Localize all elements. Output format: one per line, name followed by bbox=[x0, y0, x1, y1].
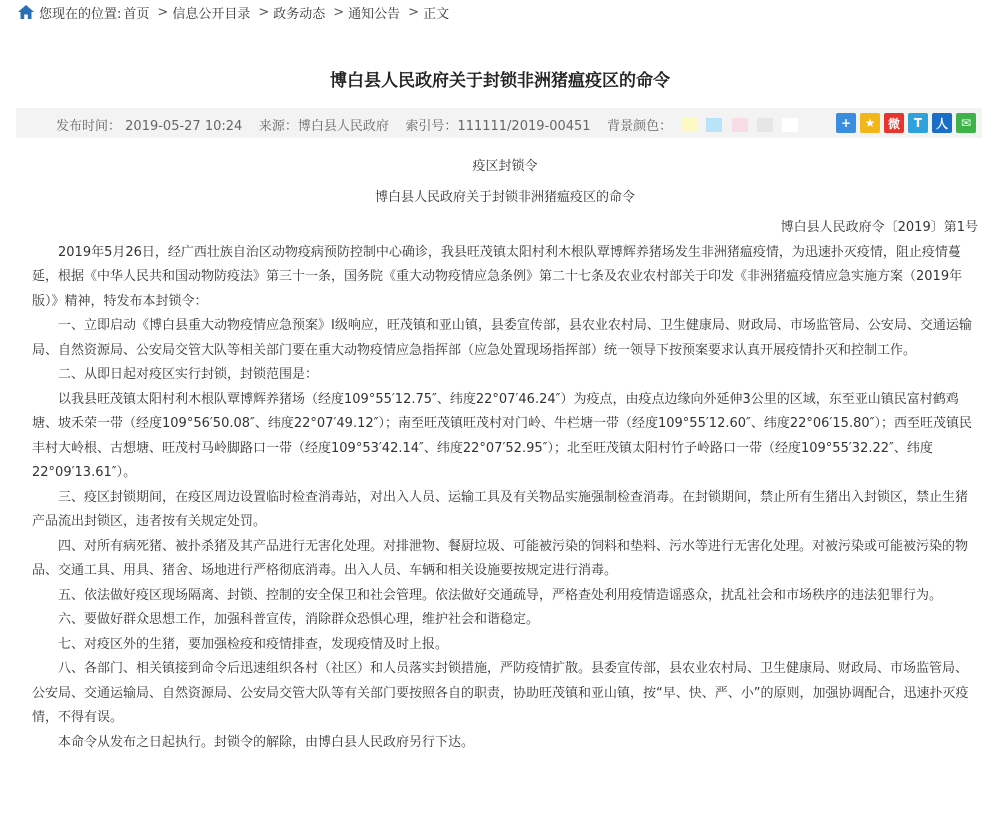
share-bar bbox=[836, 113, 976, 133]
breadcrumb-separator-icon: > bbox=[408, 4, 420, 20]
share-wechat-icon[interactable]: ✉ bbox=[956, 113, 976, 133]
publish-time: 2019-05-27 10:24 bbox=[125, 119, 243, 134]
paragraph: 二、从即日起对疫区实行封锁，封锁范围是： bbox=[58, 367, 319, 382]
bg-color-label: 背景颜色： bbox=[607, 119, 673, 134]
publish-time-label: 发布时间： bbox=[56, 119, 122, 134]
breadcrumb-prefix: 您现在的位置: bbox=[39, 6, 122, 22]
paragraph: 七、对疫区外的生猪，要加强检疫和疫情排查，发现疫情及时上报。 bbox=[58, 636, 449, 652]
paragraph: 三、疫区封锁期间，在疫区周边设置临时检查消毒站，对出入人员、运输工具及有关物品实施强制检查消毒。在封锁期间，禁止所有生猪出入封锁区，禁止生猪产品流出封锁区，违者按有关规定处罚。 bbox=[32, 489, 969, 529]
breadcrumb-catalog-link[interactable]: 信息公开目录 bbox=[172, 6, 251, 22]
page-title: 博白县人民政府关于封锁非洲猪瘟疫区的命令 bbox=[330, 71, 670, 91]
paragraph: 四、对所有病死猪、被扑杀猪及其产品进行无害化处理。对排泄物、餐厨垃圾、可能被污染的饲料和垫料、污水等进行无害化处理。对被污染或可能被污染的物品、交通工具、用具、猪舍、场地进行严格彻底消毒。出入人员、车辆和相关设施要按规定进行消毒。 bbox=[32, 538, 969, 578]
breadcrumb-separator-icon: > bbox=[157, 4, 169, 20]
paragraph: 以我县旺茂镇太阳村利木根队覃博辉养猪场（经度109°55′12.75″、纬度22°07′46.24″）为疫点，由疫点边缘向外延伸3公里的区域，东至亚山镇民富村鹤鸡塘、坡禾荣一带（经度109°56′50.08″、纬度22°07′49.12″）；南至旺茂镇旺茂村对门岭、牛栏塘一带（经度109°55′12.60″、纬度22°06′15.80″）；西至旺茂镇民丰村大岭根、古想塘、旺茂村马岭脚路口一带（经度109°53′42.14″、纬度22°07′52.95″）；北至旺茂镇太阳村竹子岭路口一带（经度109°55′32.22″、纬度22°09′13.61″）。 bbox=[32, 391, 972, 480]
breadcrumb-news-link[interactable]: 政务动态 bbox=[273, 6, 326, 22]
share-weibo-icon[interactable]: 微 bbox=[884, 113, 904, 133]
paragraph: 2019年5月26日，经广西壮族自治区动物疫病预防控制中心确诊，我县旺茂镇太阳村利木根队覃博辉养猪场发生非洲猪瘟疫情，为迅速扑灭疫情，阻止疫情蔓延，根据《中华人民共和国动物防疫法》第三十一条，国务院《重大动物疫情应急条例》第二十七条及农业农村部关于印发《非洲猪瘟疫情应急实施方案（2019年版）》精神，特发布本封锁令： bbox=[32, 244, 963, 309]
breadcrumb-home-link[interactable]: 首页 bbox=[123, 6, 150, 22]
home-icon[interactable] bbox=[18, 5, 34, 19]
bg-color-swatch-white[interactable] bbox=[782, 118, 798, 132]
breadcrumb-current: 正文 bbox=[423, 6, 450, 22]
bg-color-swatch-yellow[interactable] bbox=[681, 118, 697, 132]
article-meta-bar bbox=[16, 108, 982, 138]
paragraph: 一、立即启动《博白县重大动物疫情应急预案》Ⅰ级响应，旺茂镇和亚山镇，县委宣传部，县农业农村局、卫生健康局、财政局、市场监管局、公安局、交通运输局、自然资源局、公安局交管大队等相关部门要在重大动物疫情应急指挥部（应急处置现场指挥部）统一领导下按预案要求认真开展疫情扑灭和控制工作。 bbox=[32, 318, 972, 358]
breadcrumb-separator-icon: > bbox=[258, 4, 270, 20]
index-number: 111111/2019-00451 bbox=[457, 119, 591, 134]
source-label: 来源： bbox=[258, 119, 298, 134]
breadcrumb-notice-link[interactable]: 通知公告 bbox=[348, 6, 401, 22]
body-subheading: 博白县人民政府关于封锁非洲猪瘟疫区的命令 bbox=[374, 189, 635, 205]
paragraph: 六、要做好群众思想工作，加强科普宣传，消除群众恐惧心理，维护社会和谐稳定。 bbox=[58, 612, 540, 627]
source-value: 博白县人民政府 bbox=[297, 119, 389, 134]
bg-color-swatch-gray[interactable] bbox=[757, 118, 773, 132]
article-body bbox=[32, 155, 978, 755]
breadcrumb-separator-icon: > bbox=[333, 4, 345, 20]
breadcrumb bbox=[18, 2, 449, 22]
paragraph: 八、各部门、相关镇接到命令后迅速组织各村（社区）和人员落实封锁措施，严防疫情扩散。县委宣传部，县农业农村局、卫生健康局、财政局、市场监管局、公安局、交通运输局、自然资源局、公安局交管大队等有关部门要按照各自的职责，协助旺茂镇和亚山镇，按“早、快、严、小”的原则，加强协调配合，迅速扑灭疫情，不得有误。 bbox=[32, 661, 969, 725]
bg-color-swatch-pink[interactable] bbox=[732, 118, 748, 132]
bg-color-swatch-blue[interactable] bbox=[706, 118, 722, 132]
share-qzone-icon[interactable]: ★ bbox=[860, 113, 880, 133]
share-plus-icon[interactable]: + bbox=[836, 113, 856, 133]
share-renren-icon[interactable]: 人 bbox=[932, 113, 952, 133]
paragraph: 本命令从发布之日起执行。封锁令的解除，由博白县人民政府另行下达。 bbox=[58, 734, 475, 750]
body-heading: 疫区封锁令 bbox=[472, 159, 538, 174]
share-tencent-weibo-icon[interactable]: T bbox=[908, 113, 928, 133]
paragraph: 五、依法做好疫区现场隔离、封锁、控制的安全保卫和社会管理。依法做好交通疏导，严格查处利用疫情造谣惑众，扰乱社会和市场秩序的违法犯罪行为。 bbox=[58, 587, 943, 603]
order-number: 博白县人民政府令〔2019〕第1号 bbox=[780, 220, 978, 235]
index-label: 索引号： bbox=[405, 119, 458, 134]
